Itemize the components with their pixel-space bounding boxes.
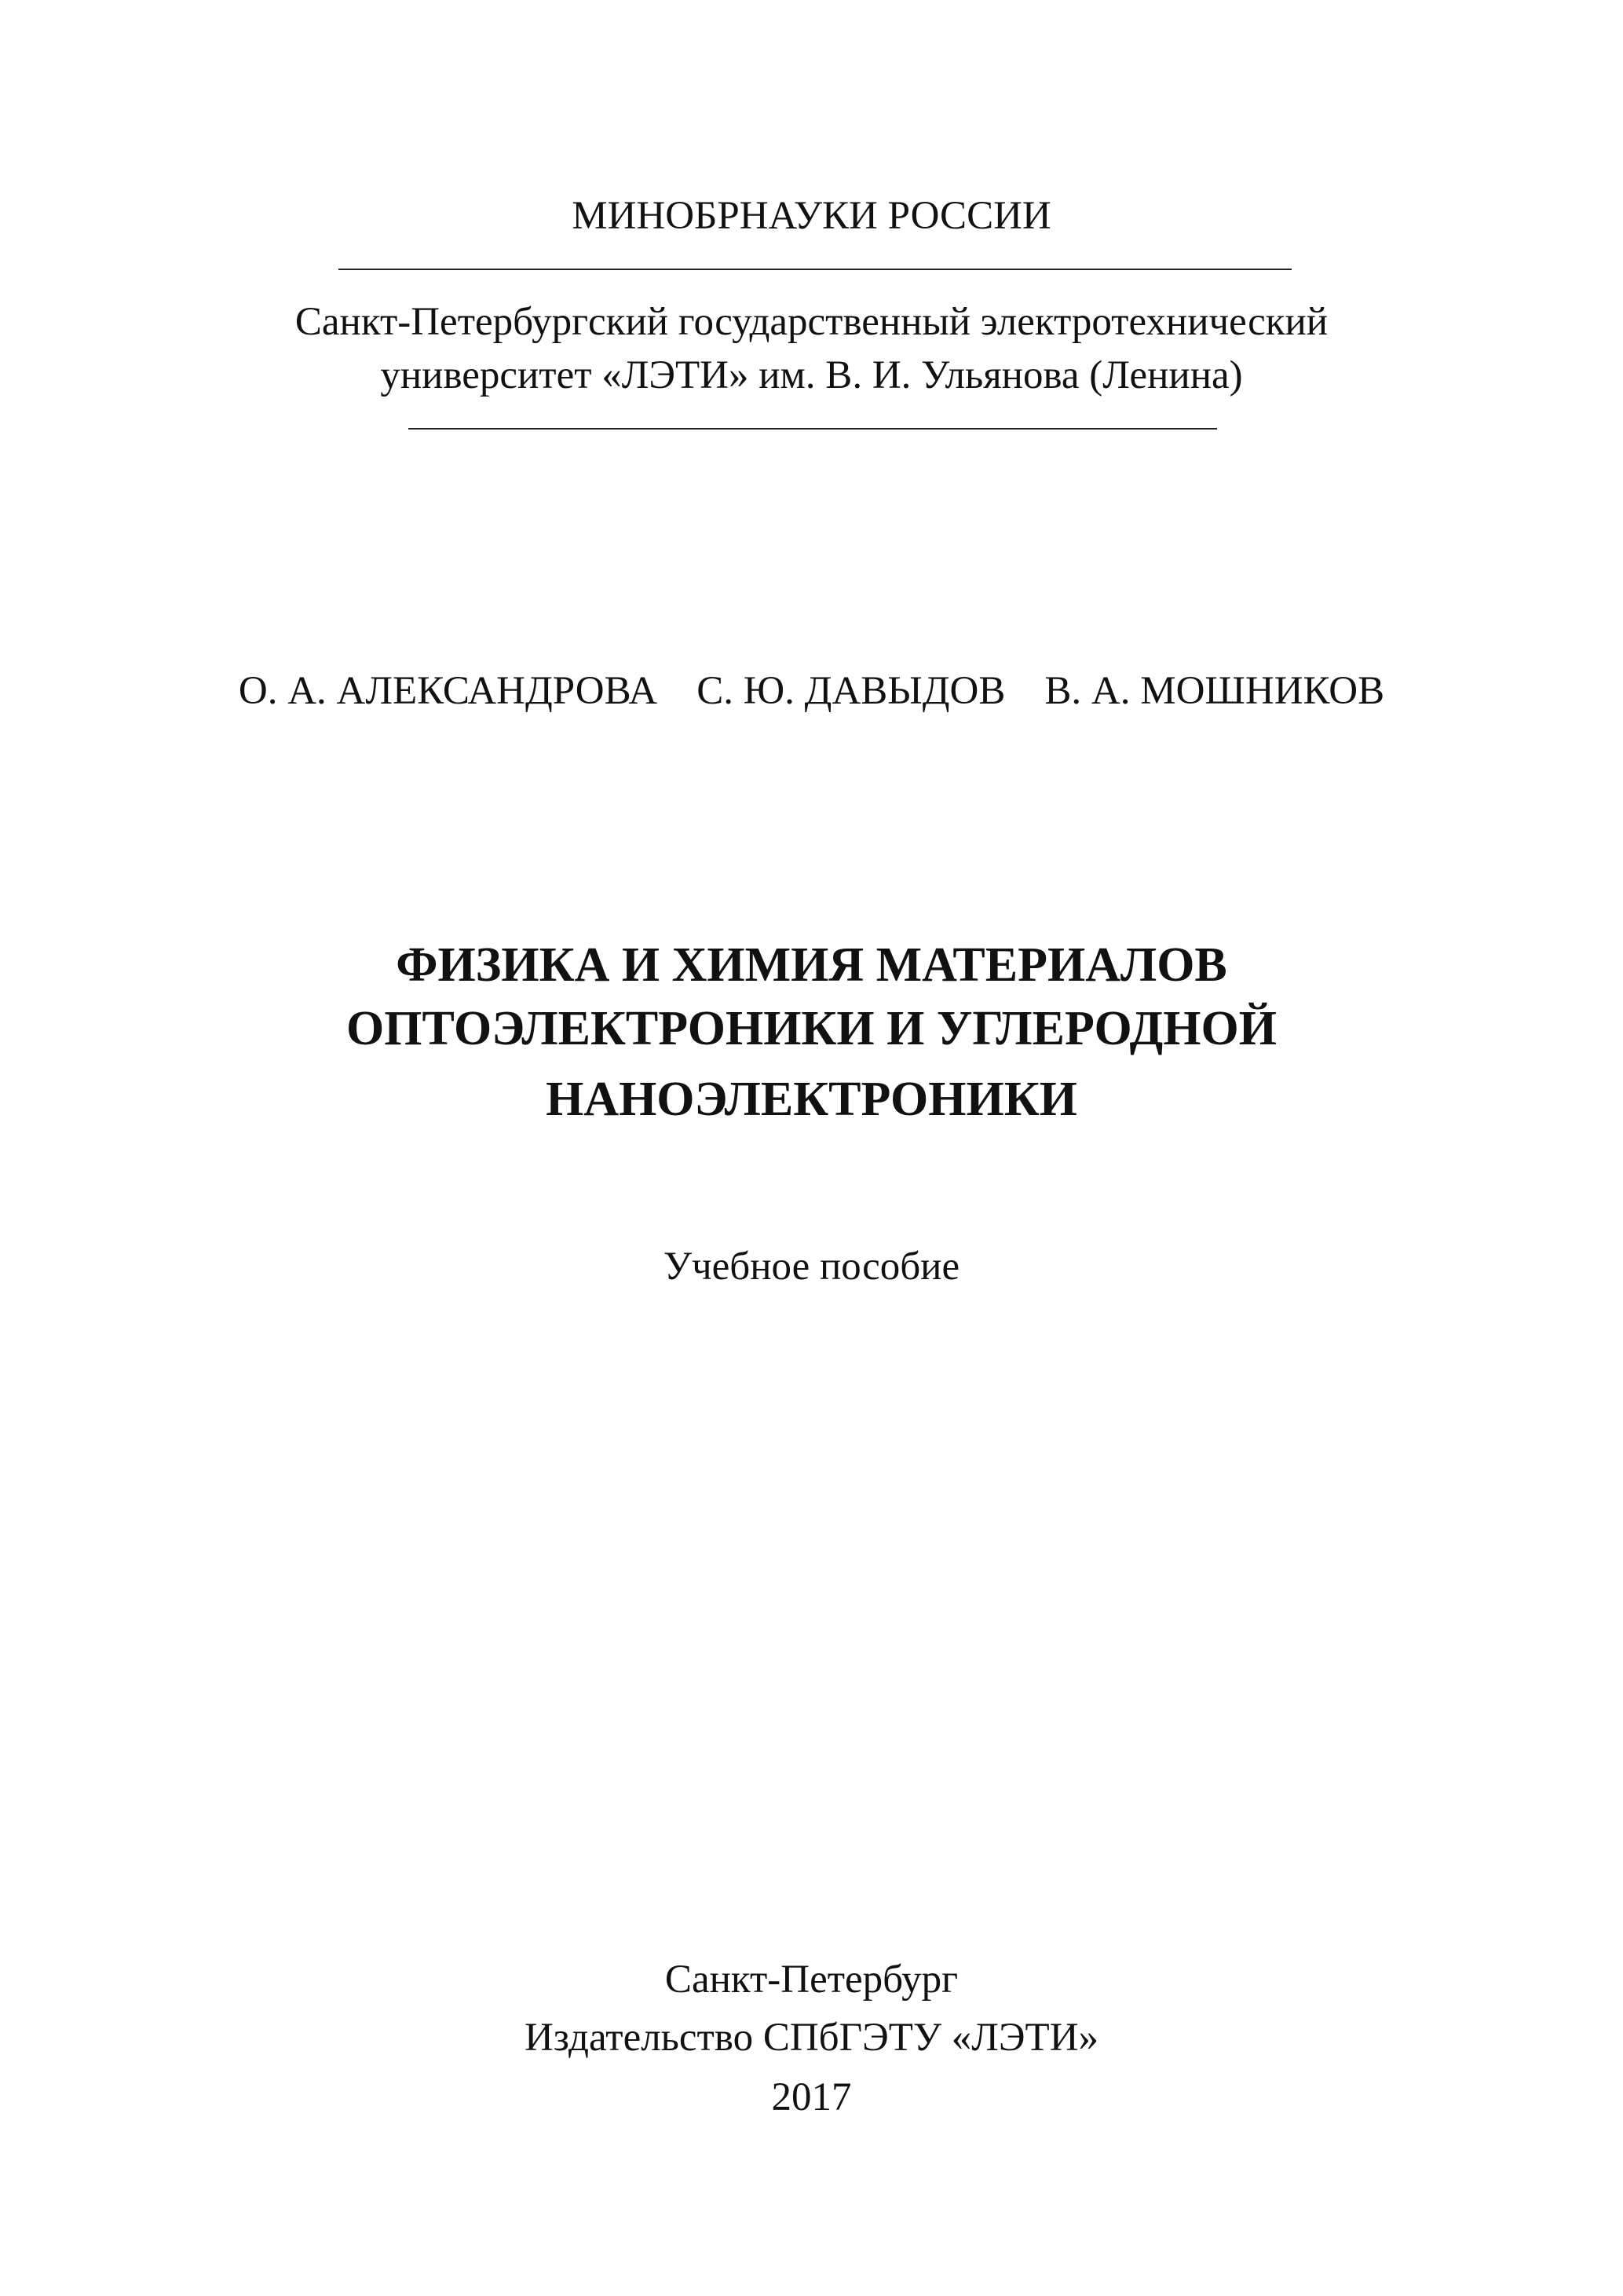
book-subtitle: Учебное пособие — [663, 1245, 960, 1289]
university-name-line-1: Санкт-Петербургский государственный электротехнический — [294, 300, 1329, 344]
imprint-year: 2017 — [771, 2075, 852, 2119]
book-title-line-1: ФИЗИКА И ХИМИЯ МАТЕРИАЛОВ — [396, 938, 1227, 992]
header-rule-bottom — [408, 428, 1217, 430]
authors-line — [0, 667, 1623, 715]
imprint-city: Санкт-Петербург — [664, 1958, 959, 2002]
author-name: С. Ю. ДАВЫДОВ — [696, 669, 1006, 713]
author-name: В. А. МОШНИКОВ — [1044, 669, 1385, 713]
university-name-line-2: университет «ЛЭТИ» им. В. И. Ульянова (Ленина) — [380, 353, 1243, 397]
book-title-line-2: ОПТОЭЛЕКТРОНИКИ И УГЛЕРОДНОЙ — [346, 1002, 1277, 1055]
header-rule-top — [338, 269, 1292, 270]
author-name: О. А. АЛЕКСАНДРОВА — [238, 669, 658, 713]
ministry-name: МИНОБРНАУКИ РОССИИ — [572, 194, 1051, 238]
imprint-publisher: Издательство СПбГЭТУ «ЛЭТИ» — [524, 2016, 1099, 2060]
book-title-line-3: НАНОЭЛЕКТРОНИКИ — [546, 1073, 1077, 1126]
